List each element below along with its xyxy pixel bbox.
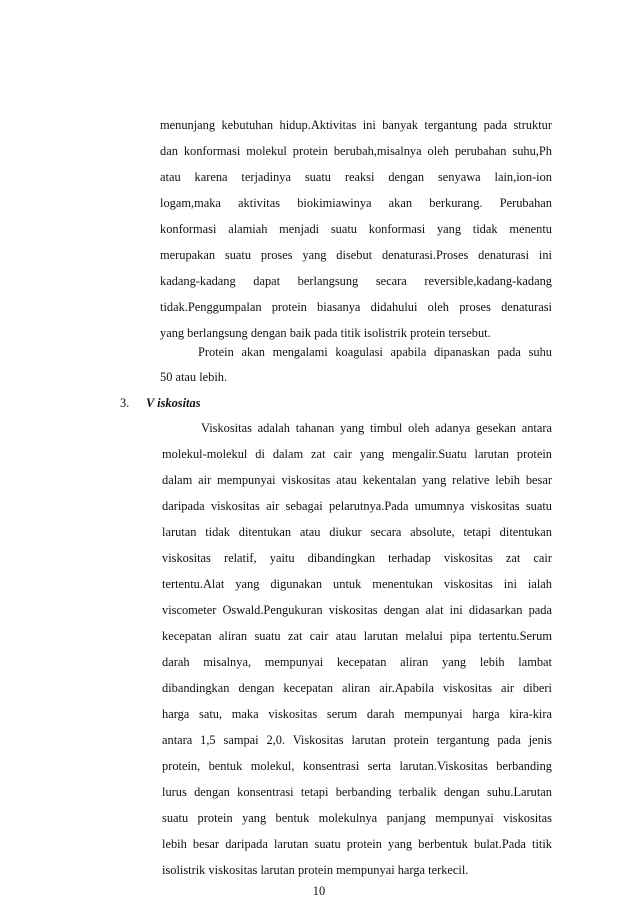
- paragraph-line: merupakan suatu proses yang disebut denaturasi.Proses denaturasi ini: [160, 248, 552, 262]
- paragraph-line: molekul-molekul di dalam zat cair yang mengalir.Suatu larutan protein: [162, 447, 552, 461]
- paragraph-line: yang berlangsung dengan baik pada titik isolistrik protein tersebut.: [160, 326, 491, 340]
- paragraph-line: suatu protein yang bentuk molekulnya panjang mempunyai viskositas: [162, 811, 552, 825]
- paragraph-line: kadang-kadang dapat berlangsung secara reversible,kadang-kadang: [160, 274, 552, 288]
- paragraph-line: antara 1,5 sampai 2,0. Viskositas larutan protein tergantung pada jenis: [162, 733, 552, 747]
- page-number: 10: [312, 884, 326, 898]
- paragraph-line: dan konformasi molekul protein berubah,misalnya oleh perubahan suhu,Ph: [160, 144, 552, 158]
- paragraph-line: isolistrik viskositas larutan protein mempunyai harga terkecil.: [162, 863, 469, 877]
- paragraph-line: tidak.Penggumpalan protein biasanya didahului oleh proses denaturasi: [160, 300, 552, 314]
- paragraph-line: Viskositas adalah tahanan yang timbul oleh adanya gesekan antara: [201, 421, 552, 435]
- paragraph-line: larutan tidak ditentukan atau diukur secara absolute, tetapi ditentukan: [162, 525, 552, 539]
- section-title: V iskositas: [146, 396, 201, 410]
- section-number: 3.: [120, 396, 130, 410]
- paragraph-line: lurus dengan konsentrasi tetapi berbanding terbalik dengan suhu.Larutan: [162, 785, 552, 799]
- paragraph-line: lebih besar daripada larutan suatu protein yang berbentuk bulat.Pada titik: [162, 837, 552, 851]
- paragraph-line: 50 atau lebih.: [160, 370, 228, 384]
- paragraph-line: harga satu, maka viskositas serum darah mempunyai harga kira-kira: [162, 707, 552, 721]
- paragraph-line: logam,maka aktivitas biokimiawinya akan berkurang. Perubahan: [160, 196, 552, 210]
- paragraph-line: darah misalnya, mempunyai kecepatan aliran yang lebih lambat: [162, 655, 552, 669]
- paragraph-line: Protein akan mengalami koagulasi apabila dipanaskan pada suhu: [198, 345, 552, 359]
- paragraph-line: viscometer Oswald.Pengukuran viskositas dengan alat ini didasarkan pada: [162, 603, 552, 617]
- paragraph-line: tertentu.Alat yang digunakan untuk menentukan viskositas ini ialah: [162, 577, 552, 591]
- paragraph-line: dalam air mempunyai viskositas atau kekentalan yang relative lebih besar: [162, 473, 552, 487]
- paragraph-line: viskositas relatif, yaitu dibandingkan terhadap viskositas zat cair: [162, 551, 552, 565]
- paragraph-line: dibandingkan dengan kecepatan aliran air.Apabila viskositas air diberi: [162, 681, 552, 695]
- paragraph-line: atau karena terjadinya suatu reaksi dengan senyawa lain,ion-ion: [160, 170, 552, 184]
- paragraph-line: kecepatan aliran suatu zat cair atau larutan melalui pipa tertentu.Serum: [162, 629, 552, 643]
- paragraph-line: menunjang kebutuhan hidup.Aktivitas ini banyak tergantung pada struktur: [160, 118, 552, 132]
- paragraph-line: protein, bentuk molekul, konsentrasi serta larutan.Viskositas berbanding: [162, 759, 552, 773]
- paragraph-line: konformasi alamiah menjadi suatu konformasi yang tidak menentu: [160, 222, 552, 236]
- paragraph-line: daripada viskositas air sebagai pelarutnya.Pada umumnya viskositas suatu: [162, 499, 552, 513]
